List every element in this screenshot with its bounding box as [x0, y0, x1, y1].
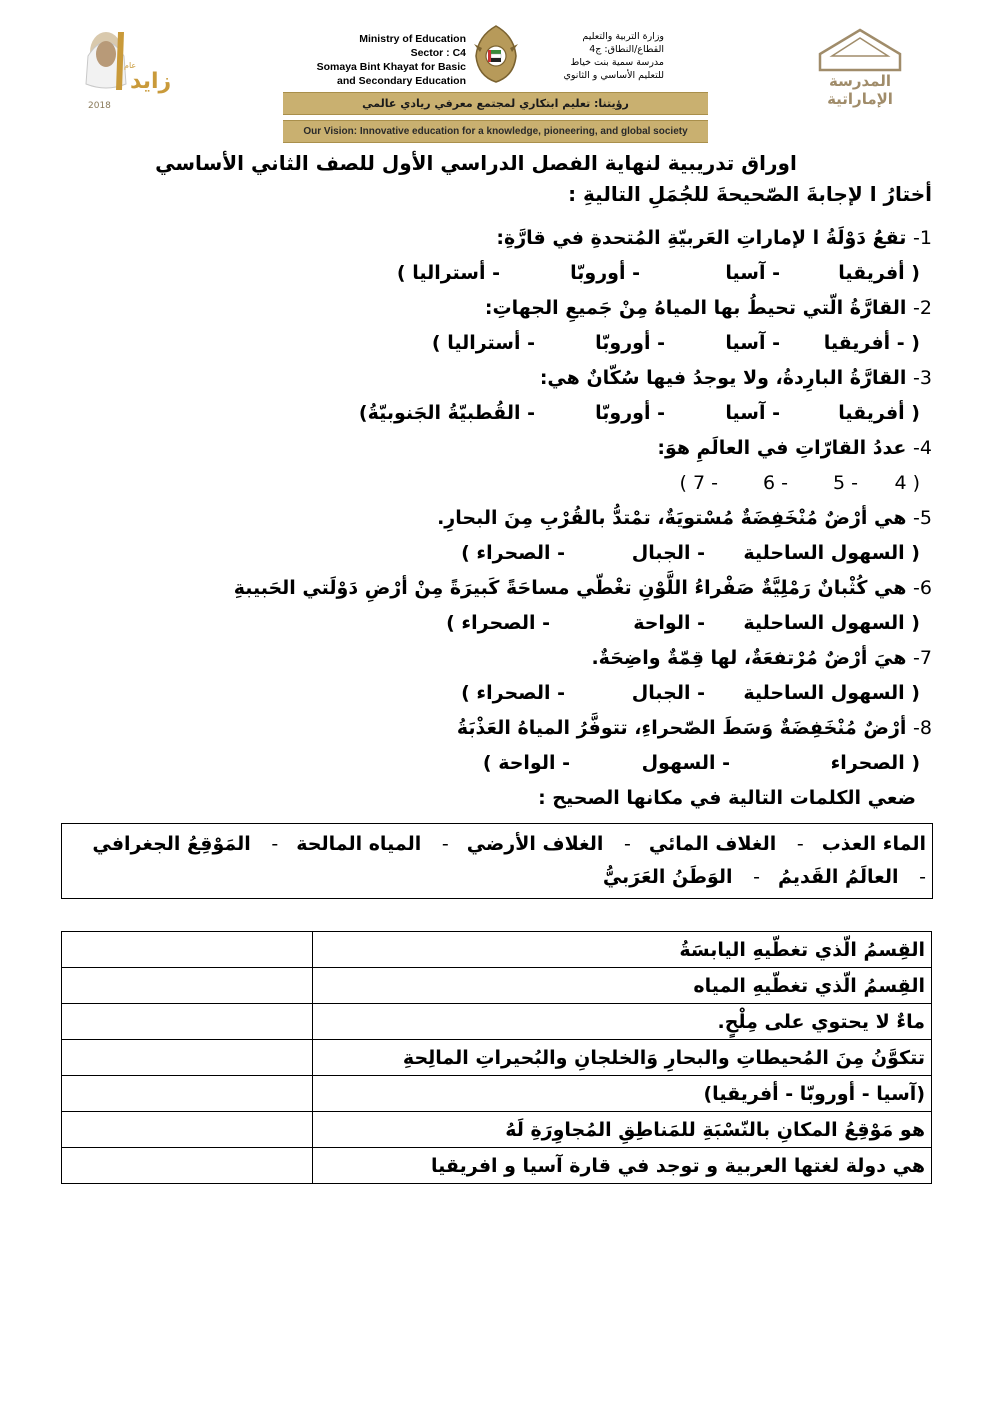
definition-cell: القِسمُ الّذي تغطّيهِ اليابسَةُ: [313, 932, 932, 968]
ministry-english-name: Ministry of Education Sector : C4 Somaya Bint Khayat for Basic and Secondary Education: [316, 33, 466, 87]
question: [60, 640, 932, 710]
choice[interactable]: - الصحراء ): [461, 682, 565, 704]
svg-text:2018: 2018: [88, 101, 111, 111]
choice[interactable]: - 6: [763, 472, 788, 494]
choice[interactable]: ( السهول الساحلية: [743, 542, 920, 564]
answer-cell[interactable]: [62, 1004, 313, 1040]
worksheet-title: اوراق تدريبية لنهاية الفصل الدراسي الأول للصف الثاني الأساسي: [155, 151, 797, 175]
svg-text:الإماراتية: الإماراتية: [827, 90, 893, 108]
choice[interactable]: - القُطبيّةُ الجَنوبيّةُ): [358, 402, 535, 424]
table-row: [62, 968, 932, 1004]
word-bank-item: الوَطَنُ العَرَبيُّ: [602, 866, 733, 888]
question-text: القارَّةُ الّتي تحيطُ بها المياهُ مِنْ جَميعِ الجهاتِ:: [484, 297, 907, 319]
ministry-arabic-name: وزارة التربية والتعليم القطاع/النطاق: ج4 مدرسة سمية بنت خياط للتعليم الأساسي و الثانوي: [563, 31, 664, 81]
matching-table: [61, 931, 932, 1184]
question-number: 4-: [913, 437, 932, 459]
table-row: [62, 1148, 932, 1184]
choice[interactable]: - الواحة: [633, 612, 705, 634]
answer-cell[interactable]: [62, 1112, 313, 1148]
question-text: تقعُ دَوْلَةُ ا لإماراتِ العَربيّةِ المُتحدةِ في قارَّةِ:: [496, 227, 907, 249]
word-bank-item: الغلاف الأرضي: [466, 833, 604, 855]
answer-choices: [60, 396, 932, 430]
answer-cell[interactable]: [62, 932, 313, 968]
choice[interactable]: - الجبال: [631, 682, 705, 704]
question: [60, 570, 932, 640]
answer-cell[interactable]: [62, 1148, 313, 1184]
choice[interactable]: ( السهول الساحلية: [743, 612, 920, 634]
choice[interactable]: - الواحة ): [482, 752, 570, 774]
answer-choices: [60, 326, 932, 360]
choice[interactable]: - 5: [833, 472, 858, 494]
answer-cell[interactable]: [62, 1040, 313, 1076]
fill-in-instruction: ضعي الكلمات التالية في مكانها الصحيح :: [538, 787, 916, 809]
question-text: عددُ القارّاتِ في العالَمِ هوَ:: [657, 437, 907, 459]
question: [60, 430, 932, 500]
definition-cell: القِسمُ الّذي تغطّيهِ المياه: [313, 968, 932, 1004]
choice[interactable]: - 7 ): [679, 472, 718, 494]
definition-cell: تتكوَّنُ مِنَ المُحيطاتِ والبحارِ وَالخلجانِ والبُحيراتِ المالِحةِ: [313, 1040, 932, 1076]
svg-text:المدرسة: المدرسة: [829, 72, 891, 90]
choice[interactable]: - آسيا: [725, 332, 780, 354]
choice[interactable]: - أوروبّا: [595, 332, 665, 354]
answer-choices: [60, 466, 932, 500]
svg-text:عام: عام: [124, 61, 137, 70]
question-text: القارَّةُ البارِدةُ، ولا يوجدُ فيها سُكّانٌ هي:: [539, 367, 907, 389]
choice[interactable]: - السهول: [641, 752, 730, 774]
uae-emblem-icon: [470, 22, 522, 86]
answer-choices: [60, 676, 932, 710]
question-number: 8-: [913, 717, 932, 739]
question: [60, 500, 932, 570]
multiple-choice-instruction: أختارُ ا لإجابةَ الصّحيحةَ للجُمَلِ التاليةِ :: [568, 182, 932, 206]
answer-cell[interactable]: [62, 1076, 313, 1112]
year-of-zayed-logo: [78, 22, 172, 117]
word-bank-item: العالَمُ القَديمُ: [778, 866, 899, 888]
question-text: هي أرْضٌ مُنْخَفِضَةٌ مُسْتويَةٌ، تمْتدُّ بالقُرْبِ مِنَ البحارِ.: [437, 507, 907, 529]
choice[interactable]: - آسيا: [725, 402, 780, 424]
definition-cell: (آسيا - أوروبّا - أفريقيا): [313, 1076, 932, 1112]
question: [60, 290, 932, 360]
word-bank-item: المياه المالحة: [296, 833, 422, 855]
choice[interactable]: ( 4: [894, 472, 920, 494]
svg-text:زايد: زايد: [130, 69, 172, 94]
question-number: 3-: [913, 367, 932, 389]
question-text: أرْضٌ مُنْخَفِضَةٌ وَسَطَ الصّحراءِ، تتوفَّرُ المياهُ العَذْبَةُ: [456, 717, 907, 739]
choice[interactable]: - الصحراء ): [461, 542, 565, 564]
choice[interactable]: - آسيا: [725, 262, 780, 284]
question-number: 7-: [913, 647, 932, 669]
page-header: [0, 0, 992, 142]
word-bank-item: المَوْقِعُ الجغرافي: [92, 833, 251, 855]
question-number: 6-: [913, 577, 932, 599]
answer-choices: [60, 746, 932, 780]
worksheet-content: [60, 148, 932, 814]
definition-cell: ماءٌ لا يحتوي على مِلْحٍ.: [313, 1004, 932, 1040]
vision-arabic-banner: رؤيتنا: تعليم ابتكاري لمجتمع معرفي ريادي عالمي: [283, 92, 708, 115]
question-number: 2-: [913, 297, 932, 319]
word-bank-item: الغلاف المائي: [648, 833, 777, 855]
vision-english-banner: Our Vision: Innovative education for a knowledge, pioneering, and global society: [283, 120, 708, 143]
question-number: 1-: [913, 227, 932, 249]
choice[interactable]: - الصحراء ): [446, 612, 550, 634]
question: [60, 710, 932, 780]
table-row: [62, 932, 932, 968]
table-row: [62, 1076, 932, 1112]
word-bank: الماء العذب- الغلاف المائي- الغلاف الأرضي- المياه المالحة- المَوْقِعُ الجغرافي - العالَمُ القَديمُ- الوَطَنُ العَرَبيُّ: [61, 823, 933, 899]
question-text: هيَ أرْضٌ مُرْتفعَةٌ، لها قِمّةٌ واضِحَةٌ.: [591, 647, 907, 669]
word-bank-item: الماء العذب: [821, 833, 926, 855]
choice[interactable]: ( أفريقيا: [838, 262, 920, 284]
table-row: [62, 1112, 932, 1148]
answer-choices: [60, 536, 932, 570]
choice[interactable]: ( السهول الساحلية: [743, 682, 920, 704]
definition-cell: هي دولة لغتها العربية و توجد في قارة آسيا و افريقيا: [313, 1148, 932, 1184]
choice[interactable]: - الجبال: [631, 542, 705, 564]
choice[interactable]: - أستراليا ): [431, 332, 535, 354]
question-number: 5-: [913, 507, 932, 529]
definition-cell: هو مَوْقِعُ المكانِ بالنّسْبَةِ للمَناطِقِ المُجاوِرَةِ لَهُ: [313, 1112, 932, 1148]
choice[interactable]: - أوروبّا: [595, 402, 665, 424]
choice[interactable]: ( - أفريقيا: [823, 332, 920, 354]
question: [60, 220, 932, 290]
answer-choices: [60, 256, 932, 290]
choice[interactable]: ( الصحراء: [830, 752, 920, 774]
question: [60, 360, 932, 430]
choice[interactable]: - أستراليا ): [396, 262, 500, 284]
table-row: [62, 1004, 932, 1040]
answer-cell[interactable]: [62, 968, 313, 1004]
question-text: هي كُثْبانٌ رَمْلِيَّةٌ صَفْراءُ اللَّوْنِ تغْطّي مساحَةً كَبيرَةً مِنْ أرْضِ دَوْلَتي الحَبيبةِ: [233, 577, 907, 599]
answer-choices: [60, 606, 932, 640]
choice[interactable]: - أوروبّا: [570, 262, 640, 284]
emirati-school-logo: [800, 26, 920, 112]
table-row: [62, 1040, 932, 1076]
choice[interactable]: ( أفريقيا: [838, 402, 920, 424]
